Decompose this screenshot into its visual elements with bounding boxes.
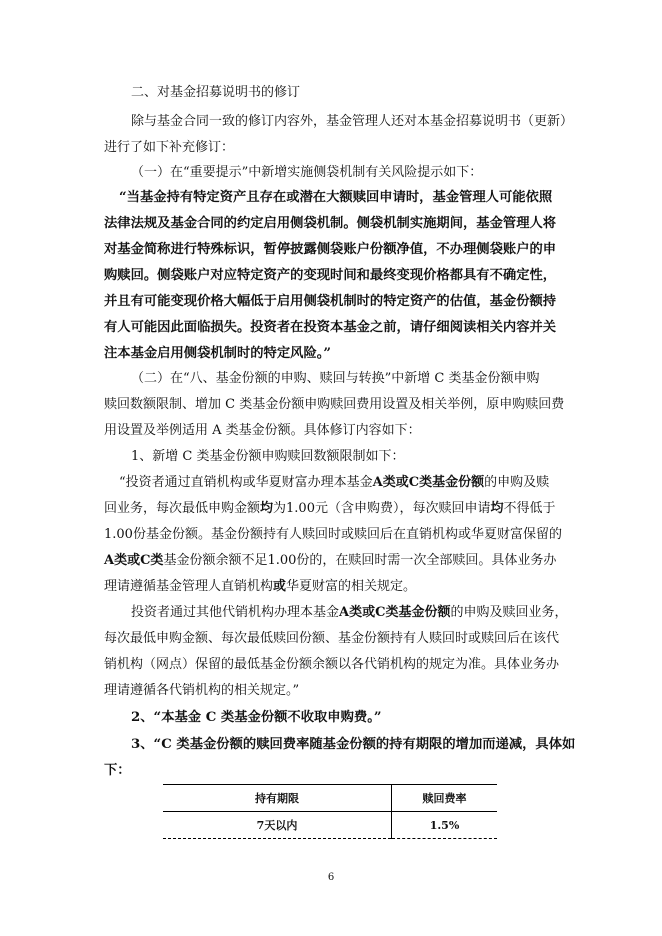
risk-line-2: 法律法规及基金合同的约定启用侧袋机制。侧袋机制实施期间，基金管理人将 — [104, 216, 557, 231]
risk-line-5: 并且有可能变现价格大幅低于启用侧袋机制时的特定资产的估值，基金份额持 — [104, 294, 557, 309]
table-header-row — [163, 785, 497, 812]
item-2-line-1: （二）在“八、基金份额的申购、赎回与转换”中新增 C 类基金份额申购 — [131, 371, 540, 386]
item-1-title: （一）在“重要提示”中新增实施侧袋机制有关风险提示如下： — [131, 165, 483, 180]
item-2-line-3: 用设置及举例适用 A 类基金份额。具体修订内容如下： — [104, 423, 421, 438]
risk-line-3: 对基金简称进行特殊标识，暂停披露侧袋账户份额净值，不办理侧袋账户的申 — [104, 242, 557, 257]
quote-1-line-5: 理请遵循基金管理人直销机构或华夏财富的相关规定。 — [104, 579, 417, 594]
table-cell-holding-period: 7天以内 — [163, 812, 392, 839]
sub-3-line-1: 3、“C 类基金份额的赎回费率随基金份额的持有期限的增加而递减，具体如 — [131, 737, 576, 752]
risk-line-1: “当基金持有特定资产且存在或潜在大额赎回申请时，基金管理人可能依照 — [119, 190, 553, 205]
table-row — [163, 812, 497, 839]
sub-3-line-2: 下： — [104, 763, 131, 778]
table-cell-fee-rate: 1.5% — [392, 812, 498, 839]
redemption-fee-table — [163, 784, 497, 839]
quote-2-line-4: 理请遵循各代销机构的相关规定。” — [104, 683, 300, 698]
risk-line-4: 购赎回。侧袋账户对应特定资产的变现时间和最终变现价格都具有不确定性， — [104, 268, 557, 283]
quote-1-line-2: 回业务，每次最低申购金额均为1.00元（含申购费），每次赎回申请均不得低于 — [104, 501, 556, 516]
quote-2-line-3: 销机构（网点）保留的最低基金份额余额以各代销机构的规定为准。具体业务办 — [104, 657, 560, 672]
table-header-fee-rate: 赎回费率 — [392, 785, 498, 812]
quote-2-line-2: 每次最低申购金额、每次最低赎回份额、基金份额持有人赎回时或赎回后在该代 — [104, 631, 560, 646]
sub-1-title: 1、新增 C 类基金份额申购赎回数额限制如下： — [131, 449, 405, 464]
intro-line-2: 进行了如下补充修订： — [104, 140, 235, 155]
quote-1-line-3: 1.00份基金份额。基金份额持有人赎回时或赎回后在直销机构或华夏财富保留的 — [104, 527, 562, 542]
quote-1-line-1: “投资者通过直销机构或华夏财富办理本基金A类或C类基金份额的申购及赎 — [119, 475, 550, 490]
intro-line-1: 除与基金合同一致的修订内容外，基金管理人还对本基金招募说明书（更新） — [131, 114, 574, 129]
item-2-line-2: 赎回数额限制、增加 C 类基金份额申购赎回费用设置及相关举例，原申购赎回费 — [104, 397, 565, 412]
sub-2: 2、“本基金 C 类基金份额不收取申购费。” — [131, 710, 382, 725]
table-header-holding-period: 持有期限 — [163, 785, 392, 812]
risk-line-7: 注本基金启用侧袋机制时的特定风险。” — [104, 346, 332, 361]
quote-2-line-1: 投资者通过其他代销机构办理本基金A类或C类基金份额的申购及赎回业务， — [131, 605, 568, 620]
section-heading: 二、对基金招募说明书的修订 — [131, 85, 301, 100]
quote-1-line-4: A类或C类基金份额余额不足1.00份的，在赎回时需一次全部赎回。具体业务办 — [104, 553, 557, 568]
risk-line-6: 有人可能因此面临损失。投资者在投资本基金之前，请仔细阅读相关内容并关 — [104, 320, 557, 335]
page-number: 6 — [327, 872, 335, 883]
